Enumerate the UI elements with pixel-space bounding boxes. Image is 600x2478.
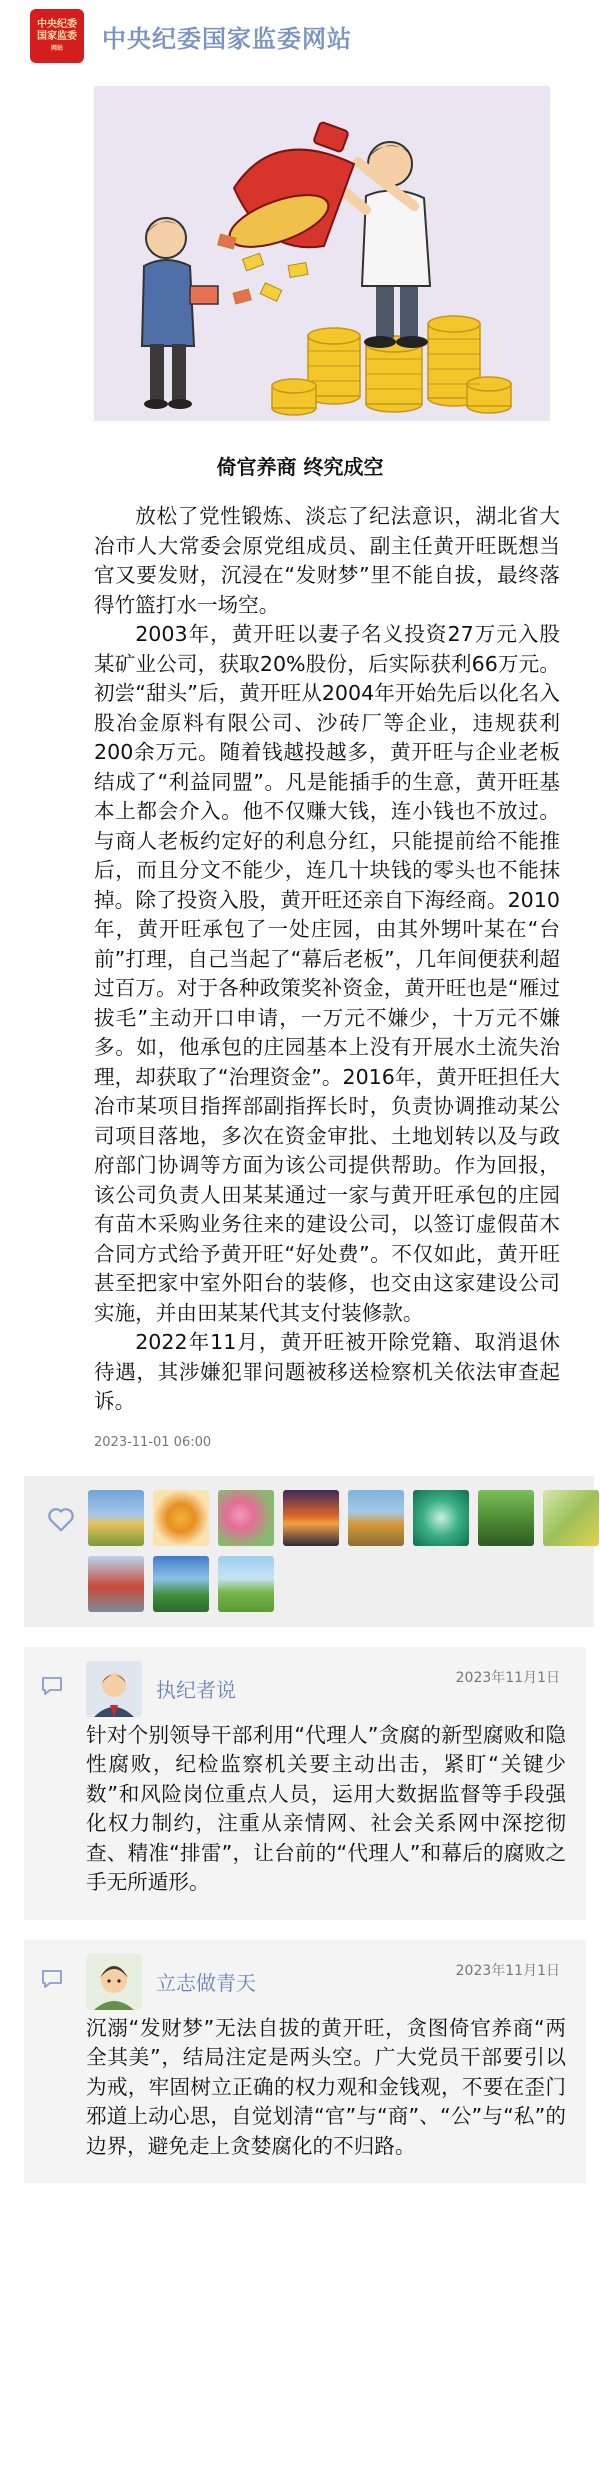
liker-avatar[interactable] [153,1556,209,1612]
comment-header [86,1952,566,2012]
logo-line2: 国家监委 [37,31,77,42]
logo-line3: 网站 [50,45,63,52]
logo-line1: 中央纪委 [37,19,77,30]
liker-avatars [88,1490,600,1612]
article-paragraph: 2003年，黄开旺以妻子名义投资27万元入股某矿业公司，获取20%股份，后实际获利66万元。初尝“甜头”后，黄开旺从2004年开始先后以化名入股冶金原料有限公司、沙砖厂等企业，违规获利200余万元。随着钱越投越多，黄开旺与企业老板结成了“利益同盟”。凡是能插手的生意，黄开旺基本上都会介入。他不仅赚大钱，连小钱也不放过。与商人老板约定好的利息分红，只能提前给不能推后，而且分文不能少，连几十块钱的零头也不能抹掉。除了投资入股，黄开旺还亲自下海经商。2010年，黄开旺承包了一处庄园，由其外甥叶某在“台前”打理，自己当起了“幕后老板”，几年间便获利超过百万。对于各种政策奖补资金，黄开旺也是“雁过拔毛”主动开口申请，一万元不嫌少，十万元不嫌多。如，他承包的庄园基本上没有开展水土流失治理，却获取了“治理资金”。2016年，黄开旺担任大冶市某项目指挥部副指挥长时，负责协调推动某公司项目落地，多次在资金审批、土地划转以及与政府部门协调等方面为该公司提供帮助。作为回报，该公司负责人田某某通过一家与黄开旺承包的庄园有苗木采购业务往来的建设公司，以签订虚假苗木合同方式给予黄开旺“好处费”。不仅如此，黄开旺甚至把家中室外阳台的装修，也交由这家建设公司实施，并由田某某代其支付装修款。 [94,622,560,1325]
liker-avatar[interactable] [348,1490,404,1546]
liker-avatar[interactable] [88,1556,144,1612]
liker-avatar[interactable] [283,1490,339,1546]
article-title: 倚官养商 终究成空 [216,455,384,479]
liker-avatar[interactable] [413,1490,469,1546]
publish-date: 2023-11-01 06:00 [94,1434,212,1450]
liker-avatar[interactable] [543,1490,599,1546]
article-body [0,480,600,1417]
site-title[interactable]: 中央纪委国家监委网站 [102,24,352,53]
heart-icon[interactable] [46,1504,76,1534]
comment-header [86,1659,566,1719]
comment-text: 针对个别领导干部利用“代理人”贪腐的新型腐败和隐性腐败，纪检监察机关要主动出击，紧盯“关键少数”和风险岗位重点人员，运用大数据监督等手段强化权力制约，注重从亲情网、社会关系网中深挖彻查、精准“排雷”，让台前的“代理人”和幕后的腐败之手无所遁形。 [86,1722,566,1894]
comment-card [24,1647,586,1920]
comment-icon [40,1675,64,1697]
comment-icon [40,1968,64,1990]
comment-text: 沉溺“发财梦”无法自拔的黄开旺，贪图倚官养商“两全其美”，结局注定是两头空。广大党员干部要引以为戒，牢固树立正确的权力观和金钱观，不要在歪门邪道上动心思，自觉划清“官”与“商”、“公”与“私”的边界，避免走上贪婪腐化的不归路。 [86,2015,566,2158]
liker-avatar[interactable] [218,1556,274,1612]
commenter-name[interactable]: 立志做青天 [156,1971,256,1995]
article-paragraph: 2022年11月，黄开旺被开除党籍、取消退休待遇，其涉嫌犯罪问题被移送检察机关依法审查起诉。 [94,1330,560,1413]
liker-avatar[interactable] [88,1490,144,1546]
commenter-avatar[interactable] [86,1661,142,1717]
commenter-name[interactable]: 执纪者说 [156,1678,236,1702]
liker-avatar[interactable] [478,1490,534,1546]
site-header [0,0,600,72]
article-paragraph: 放松了党性锻炼、淡忘了纪法意识，湖北省大冶市人大常委会原党组成员、副主任黄开旺既想当官又要发财，沉浸在“发财梦”里不能自拔，最终落得竹篮打水一场空。 [94,504,560,617]
hero-illustration [94,86,550,421]
comment-date: 2023年11月1日 [455,1669,560,1686]
liker-avatar[interactable] [153,1490,209,1546]
site-logo[interactable] [30,9,84,63]
liker-avatar[interactable] [218,1490,274,1546]
likes-panel [24,1476,594,1627]
comment-card [24,1940,586,2184]
comment-date: 2023年11月1日 [455,1962,560,1979]
commenter-avatar[interactable] [86,1954,142,2010]
cartoon-image [94,86,550,421]
